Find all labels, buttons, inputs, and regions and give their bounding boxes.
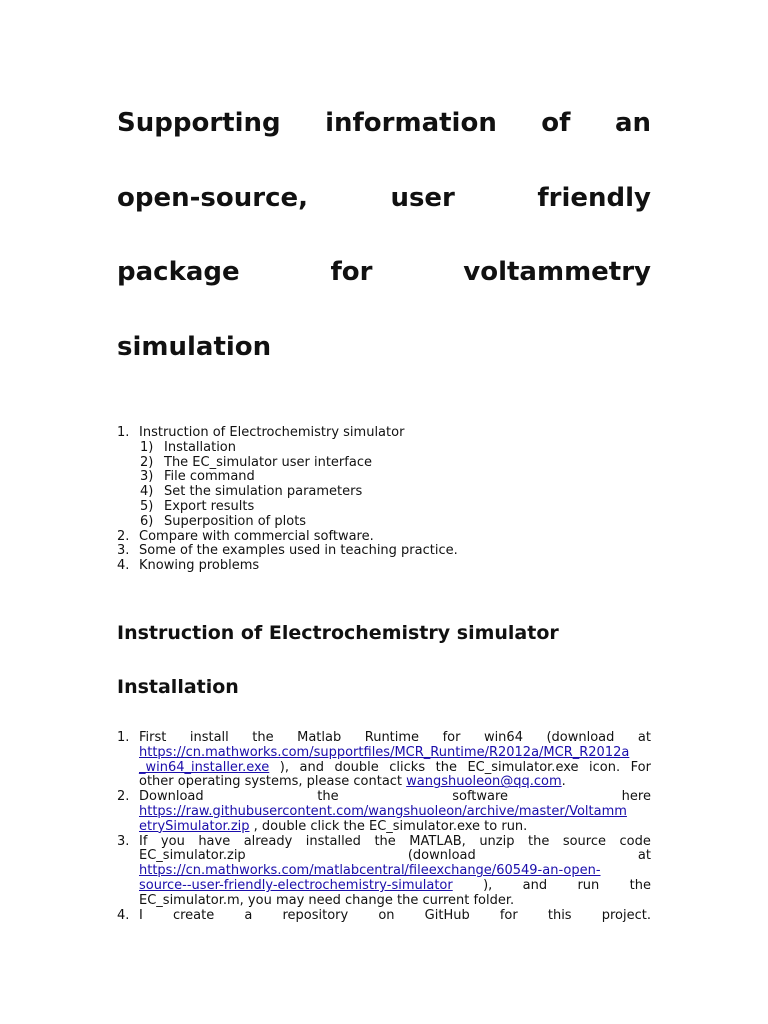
list-item bbox=[117, 835, 651, 909]
word: at bbox=[637, 730, 651, 745]
word: the bbox=[374, 833, 396, 849]
word: the bbox=[527, 833, 550, 849]
title-word: user bbox=[390, 183, 455, 213]
word: the bbox=[317, 789, 339, 805]
subsection-heading: Installation bbox=[117, 676, 239, 698]
toc-subitem-number: 2) bbox=[140, 454, 154, 470]
software-download-link[interactable]: https://raw.githubusercontent.com/wangshuoleon/archive/master/Voltamm bbox=[139, 803, 627, 819]
word: already bbox=[243, 833, 293, 849]
list-item bbox=[117, 731, 651, 790]
toc-item-label: Knowing problems bbox=[139, 558, 260, 574]
word: (download bbox=[407, 848, 476, 864]
list-item-number: 2. bbox=[117, 789, 130, 805]
word: the bbox=[629, 877, 651, 893]
paragraph-text: EC_simulator.m, you may need change the current folder. bbox=[139, 892, 515, 908]
word: the bbox=[252, 730, 274, 745]
toc-subitem-number: 4) bbox=[140, 484, 154, 500]
toc-item-label: Some of the examples used in teaching practice. bbox=[139, 543, 458, 559]
paragraph-text: other operating systems, please contact bbox=[139, 774, 407, 790]
word: code bbox=[619, 833, 651, 849]
matlab-runtime-link-continued[interactable]: _win64_installer.exe bbox=[139, 759, 270, 775]
word: for bbox=[499, 907, 518, 923]
word: at bbox=[637, 848, 651, 864]
word: software bbox=[452, 789, 509, 805]
word: create bbox=[172, 907, 215, 923]
toc-subitem-number: 5) bbox=[140, 498, 154, 514]
word: GitHub bbox=[424, 907, 470, 923]
word: you bbox=[160, 833, 185, 849]
title-line bbox=[117, 108, 651, 138]
word: I bbox=[139, 907, 143, 923]
paragraph-text: , double click the EC_simulator.exe to run. bbox=[249, 818, 528, 834]
toc-subitem-number: 1) bbox=[140, 439, 154, 455]
title-line bbox=[117, 257, 651, 287]
file-exchange-link[interactable]: https://cn.mathworks.com/matlabcentral/fileexchange/60549-an-open- bbox=[139, 863, 601, 879]
word: install bbox=[189, 730, 229, 745]
list-item bbox=[117, 909, 651, 924]
toc-item-number: 2. bbox=[117, 528, 130, 544]
software-download-link-continued[interactable]: etrySimulator.zip bbox=[139, 818, 250, 834]
toc-item-label: Instruction of Electrochemistry simulator bbox=[139, 425, 405, 440]
word: EC_simulator.zip bbox=[139, 848, 246, 864]
word: ), bbox=[483, 877, 493, 893]
list-item-number: 4. bbox=[117, 907, 130, 923]
word: EC_simulator.exe bbox=[467, 759, 579, 775]
title-word: open-source, bbox=[117, 183, 309, 213]
toc-subitem-label: Set the simulation parameters bbox=[164, 484, 363, 500]
word: Matlab bbox=[297, 730, 342, 745]
list-item bbox=[117, 790, 651, 834]
title-line bbox=[117, 332, 651, 362]
word: Download bbox=[139, 789, 204, 805]
word: repository bbox=[282, 907, 349, 923]
word: installed bbox=[305, 833, 361, 849]
file-exchange-link-continued[interactable]: source--user-friendly-electrochemistry-simulator bbox=[139, 877, 453, 893]
toc-subitem-label: File command bbox=[164, 469, 255, 485]
word: on bbox=[378, 907, 395, 923]
toc-item bbox=[117, 530, 651, 545]
word: MATLAB, bbox=[409, 833, 466, 849]
word: First bbox=[139, 730, 167, 745]
matlab-runtime-link[interactable]: https://cn.mathworks.com/supportfiles/MCR_Runtime/R2012a/MCR_R2012a bbox=[139, 744, 630, 760]
word: double bbox=[334, 759, 379, 775]
toc-item-number: 4. bbox=[117, 558, 130, 574]
word: a bbox=[244, 907, 253, 923]
title-word: friendly bbox=[537, 183, 651, 213]
toc-item-number: 1. bbox=[117, 425, 130, 440]
toc-item bbox=[117, 559, 651, 574]
title-word: information bbox=[325, 108, 497, 138]
list-item-number: 3. bbox=[117, 833, 130, 849]
word: ), bbox=[279, 759, 289, 775]
toc-subitem bbox=[117, 441, 651, 456]
list-item-number: 1. bbox=[117, 730, 130, 745]
title-word: voltammetry bbox=[463, 257, 651, 287]
toc-subitem-label: Installation bbox=[164, 439, 237, 455]
toc-subitem bbox=[117, 515, 651, 530]
word: have bbox=[198, 833, 231, 849]
word: win64 bbox=[483, 730, 523, 745]
toc-subitem bbox=[117, 500, 651, 515]
toc-item-number: 3. bbox=[117, 543, 130, 559]
word: and bbox=[522, 877, 548, 893]
title-word: package bbox=[117, 257, 240, 287]
toc-subitem-number: 6) bbox=[140, 513, 154, 529]
word: for bbox=[442, 730, 461, 745]
word: Runtime bbox=[364, 730, 420, 745]
toc-subitem bbox=[117, 456, 651, 471]
word: source bbox=[562, 833, 606, 849]
word: unzip bbox=[479, 833, 515, 849]
toc-subitem-label: Export results bbox=[164, 498, 255, 514]
word: (download bbox=[546, 730, 615, 745]
toc-subitem bbox=[117, 485, 651, 500]
toc-subitem-number: 3) bbox=[140, 469, 154, 485]
word: If bbox=[139, 833, 148, 849]
table-of-contents bbox=[117, 426, 651, 574]
word: this bbox=[547, 907, 572, 923]
title-word: for bbox=[330, 257, 373, 287]
word: For bbox=[630, 759, 651, 775]
toc-subitem-label: Superposition of plots bbox=[164, 513, 307, 529]
toc-subitem bbox=[117, 470, 651, 485]
title-word: of bbox=[541, 108, 571, 138]
toc-subitem-label: The EC_simulator user interface bbox=[164, 454, 372, 470]
word: here bbox=[621, 789, 651, 805]
installation-steps bbox=[117, 731, 651, 923]
word: icon. bbox=[589, 759, 621, 775]
word: the bbox=[435, 759, 457, 775]
word: and bbox=[299, 759, 324, 775]
contact-email-link[interactable]: wangshuoleon@qq.com bbox=[406, 774, 562, 790]
toc-item bbox=[117, 544, 651, 559]
title-word: Supporting bbox=[117, 108, 281, 138]
word: run bbox=[577, 877, 600, 893]
title-word: an bbox=[614, 108, 651, 138]
title-word: simulation bbox=[117, 332, 272, 362]
title-line bbox=[117, 183, 651, 213]
section-heading: Instruction of Electrochemistry simulator bbox=[117, 622, 559, 644]
punctuation: . bbox=[561, 774, 566, 790]
toc-item-label: Compare with commercial software. bbox=[139, 528, 374, 544]
word: clicks bbox=[389, 759, 426, 775]
toc-item bbox=[117, 426, 651, 441]
word: project. bbox=[601, 907, 651, 923]
